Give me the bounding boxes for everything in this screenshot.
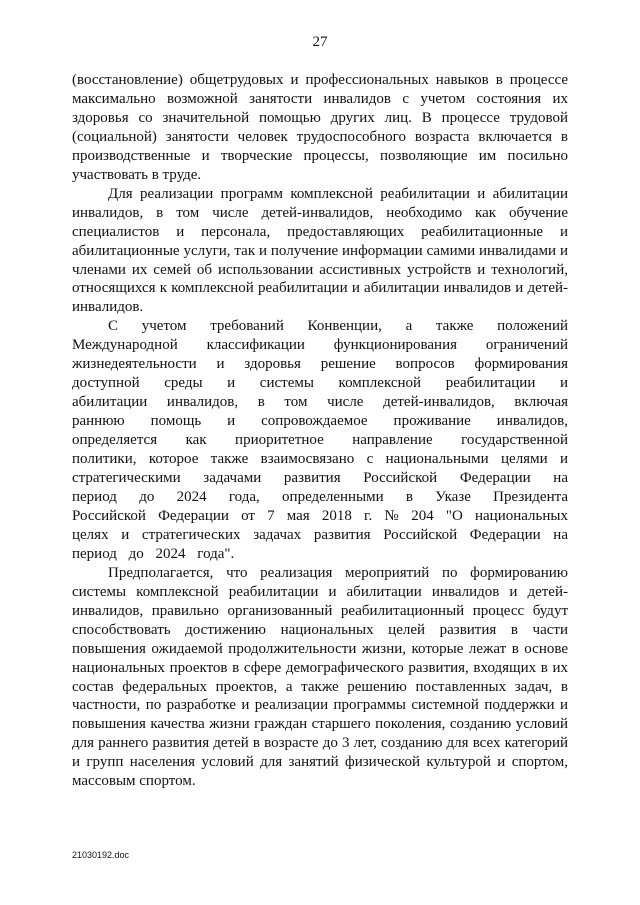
paragraph-1: (восстановление) общетрудовых и профессиональных навыков в процессе максимально возможной занятости инвалидов с учетом состояния их здоровья со значительной помощью других лиц. В процессе трудовой (социальной) занятости человек трудоспособного возраста включается в производственные и творческие процессы, позволяющие им посильно участвовать в труде. [72, 72, 568, 183]
paragraph-3: С учетом требований Конвенции, а также положений Международной классификации функционирования ограничений жизнедеятельности и здоровья решение вопросов формирования доступной среды и системы комплексной реабилитации и абилитации инвалидов, в том числе детей-инвалидов, включая раннюю помощь и сопровождаемое проживание инвалидов, определяется как приоритетное направление государственной политики, которое также взаимосвязано с национальными целями и стратегическими задачами развития Российской Федерации на период до 2024 года, определенными в Указе Президента Российской Федерации от 7 мая 2018 г. № 204 "О национальных целях и стратегических задачах развития Российской Федерации на период до 2024 года". [72, 318, 568, 562]
paragraph-2: Для реализации программ комплексной реабилитации и абилитации инвалидов, в том числе детей-инвалидов, необходимо как обучение специалистов и персонала, предоставляющих реабилитационные и абилитационные услуги, так и получение информации самими инвалидами и членами их семей об использовании ассистивных устройств и технологий, относящихся к комплексной реабилитации и абилитации инвалидов и детей-инвалидов. [72, 185, 568, 316]
page-number: 27 [312, 34, 328, 50]
paragraph-4: Предполагается, что реализация мероприятий по формированию системы комплексной реабилитации и абилитации инвалидов и детей-инвалидов, правильно организованный реабилитационный процесс будут способствовать достижению национальных целей развития в части повышения ожидаемой продолжительности жизни, которые лежат в основе национальных проектов в сфере демографического развития, входящих в их состав федеральных проектов, а также решению поставленных задач, в частности, по разработке и реализации программы системной поддержки и повышения качества жизни граждан старшего поколения, созданию условий для раннего развития детей в возрасте до 3 лет, созданию для всех категорий и групп населения условий для занятий физической культурой и спортом, массовым спортом. [72, 564, 568, 790]
document-filename: 21030192.doc [72, 850, 130, 860]
document-body [72, 71, 568, 791]
